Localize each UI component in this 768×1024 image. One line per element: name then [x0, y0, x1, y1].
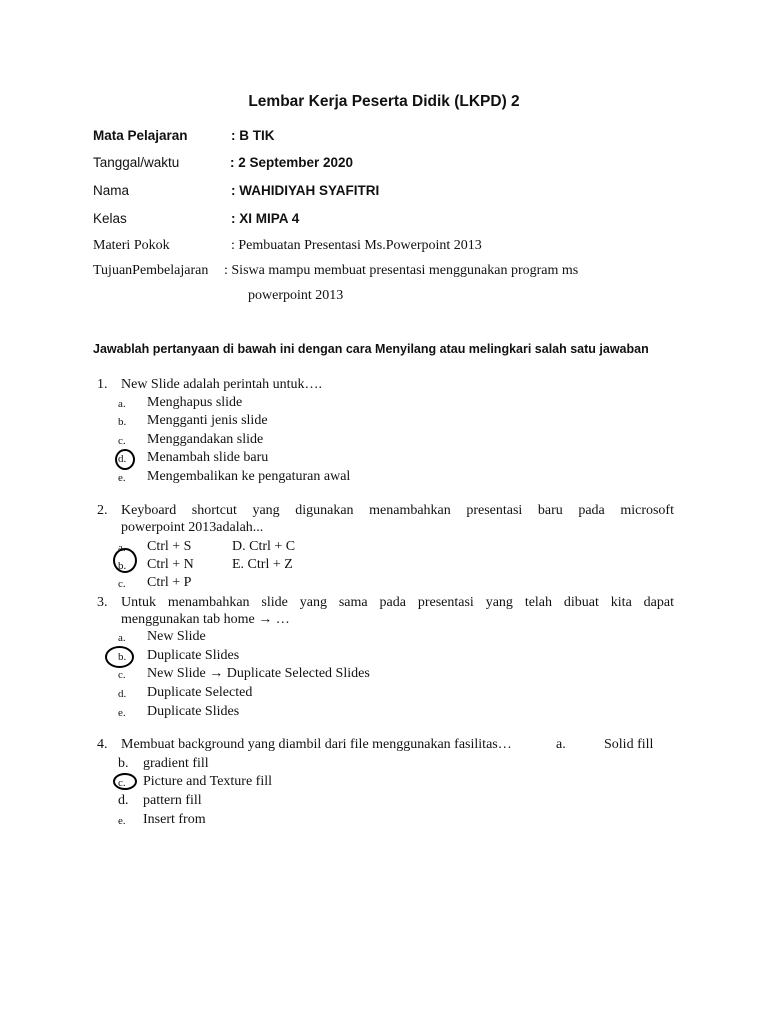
tanggal-value: : 2 September 2020	[230, 155, 354, 170]
q2-option-c-text: Ctrl + P	[147, 575, 192, 590]
q4-option-d-letter: d.	[118, 793, 129, 808]
q3-option-d-text: Duplicate Selected	[147, 685, 253, 700]
question-4-text: Membuat background yang diambil dari file menggunakan fasilitas…	[121, 737, 512, 752]
q2-option-e-text: E. Ctrl + Z	[232, 557, 293, 572]
q3-option-a-text: New Slide	[147, 629, 206, 644]
question-2-text-line1: Keyboard shortcut yang digunakan menambahkan presentasi baru pada microsoft	[121, 503, 674, 518]
q2-option-b-text: Ctrl + N	[147, 557, 194, 572]
answer-circle-mark	[115, 449, 135, 470]
q4-option-b-text: gradient fill	[143, 756, 209, 771]
q3-option-a-letter: a.	[118, 632, 126, 644]
q3-option-e-letter: e.	[118, 707, 126, 719]
q1-option-b-text: Mengganti jenis slide	[147, 413, 268, 428]
question-4-number: 4.	[97, 737, 108, 752]
question-2-text-line2: powerpoint 2013adalah...	[121, 520, 264, 535]
tujuan-label: TujuanPembelajaran	[93, 263, 209, 278]
answer-circle-mark	[105, 646, 134, 668]
q2-option-a-letter: a.	[118, 542, 126, 554]
tujuan-value-continued: powerpoint 2013	[248, 288, 344, 303]
q1-option-b-letter: b.	[118, 416, 127, 428]
q1-option-c-letter: c.	[118, 435, 126, 447]
instruction-text: Jawablah pertanyaan di bawah ini dengan cara Menyilang atau melingkari salah satu jawaban	[93, 342, 649, 356]
mata-pelajaran-value: : B TIK	[231, 128, 275, 143]
question-1-text: New Slide adalah perintah untuk….	[121, 377, 323, 392]
tujuan-value: : Siswa mampu membuat presentasi menggunakan program ms	[224, 263, 579, 278]
document-title: Lembar Kerja Peserta Didik (LKPD) 2	[248, 93, 520, 110]
q4-option-a-letter: a.	[556, 737, 566, 752]
q3-option-c-letter: c.	[118, 669, 126, 681]
tanggal-label: Tanggal/waktu	[93, 155, 180, 170]
q1-option-e-letter: e.	[118, 472, 126, 484]
nama-label: Nama	[93, 183, 130, 198]
q3-option-c-text: New Slide → Duplicate Selected Slides	[147, 666, 370, 681]
q3-option-b-letter: b.	[118, 651, 127, 663]
q4-option-b-letter: b.	[118, 756, 129, 771]
question-3-number: 3.	[97, 595, 108, 610]
kelas-value: : XI MIPA 4	[231, 211, 300, 226]
q1-option-e-text: Mengembalikan ke pengaturan awal	[147, 469, 351, 484]
kelas-label: Kelas	[93, 211, 127, 226]
q1-option-c-text: Menggandakan slide	[147, 432, 264, 447]
q2-option-a-text: Ctrl + S	[147, 539, 192, 554]
q3-option-e-text: Duplicate Slides	[147, 704, 240, 719]
question-3-text-line1: Untuk menambahkan slide yang sama pada presentasi yang telah dibuat kita dapat	[121, 595, 674, 610]
q3-option-d-letter: d.	[118, 688, 127, 700]
q4-option-c-text: Picture and Texture fill	[143, 774, 273, 789]
answer-circle-mark	[113, 773, 137, 790]
q4-option-e-letter: e.	[118, 815, 126, 827]
materi-value: : Pembuatan Presentasi Ms.Powerpoint 2013	[231, 238, 482, 253]
q4-option-a-text: Solid fill	[604, 737, 654, 752]
materi-label: Materi Pokok	[93, 238, 170, 253]
q4-option-d-text: pattern fill	[143, 793, 202, 808]
question-3-text-line2: menggunakan tab home → …	[121, 612, 290, 627]
q2-option-d-text: D. Ctrl + C	[232, 539, 296, 554]
question-2-number: 2.	[97, 503, 108, 518]
q4-option-e-text: Insert from	[143, 812, 206, 827]
q2-option-b-letter: b.	[118, 560, 127, 572]
q1-option-a-letter: a.	[118, 398, 126, 410]
q1-option-a-text: Menghapus slide	[147, 395, 243, 410]
q1-option-d-text: Menambah slide baru	[147, 450, 269, 465]
q1-option-d-letter: d.	[118, 453, 127, 465]
nama-value: : WAHIDIYAH SYAFITRI	[231, 183, 380, 198]
q4-option-c-letter: c.	[118, 777, 126, 789]
question-1-number: 1.	[97, 377, 108, 392]
answer-circle-mark	[113, 548, 137, 573]
mata-pelajaran-label: Mata Pelajaran	[93, 128, 188, 143]
q3-option-b-text: Duplicate Slides	[147, 648, 240, 663]
q2-option-c-letter: c.	[118, 578, 126, 590]
